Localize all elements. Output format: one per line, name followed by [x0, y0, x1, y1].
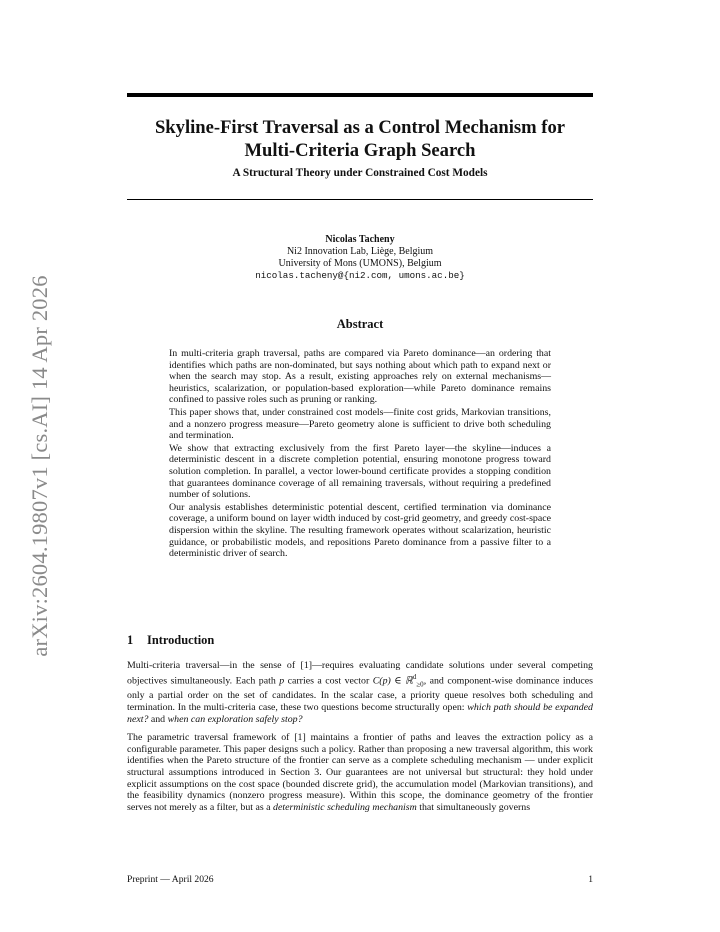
- paper-subtitle: A Structural Theory under Constrained Cost Models: [232, 167, 488, 179]
- abstract-paragraph-1: In multi-criteria graph traversal, paths are compared via Pareto dominance—an ordering that identifies which paths are non-dominated, but says nothing about which path to expand next or when the search may stop. As a result, existing approaches rely on external mechanisms—heuristics, scalarization, or population-based exploration—while Pareto dominance remains confined to passive roles such as pruning or ranking.: [169, 348, 551, 406]
- intro-paragraph-2: [127, 732, 593, 813]
- author-email: nicolas.tacheny@{ni2.com, umons.ac.be}: [255, 270, 465, 282]
- intro-p2-emphasis: deterministic scheduling mechanism: [273, 801, 417, 813]
- abstract-paragraph-2: This paper shows that, under constrained cost models—finite cost grids, Markovian transitions, and a nonzero progress measure—Pareto geometry alone is sufficient to drive both scheduling and termination.: [169, 406, 551, 442]
- intro-p1-var: p: [279, 674, 285, 686]
- intro-paragraph-1: [127, 660, 593, 725]
- title-line-2: Multi-Criteria Graph Search: [244, 139, 476, 161]
- intro-p1-question-2: when can exploration safely stop?: [167, 713, 303, 725]
- abstract-paragraph-3: We show that extracting exclusively from the first Pareto layer—the skyline—induces a deterministic descent in a discrete completion potential, ensuring monotone progress toward solution completion. In parallel, a vector lower-bound certificate provides a stopping condition that guarantees dominance coverage of all remaining traversals, without requiring a predefined number of solutions.: [169, 442, 551, 501]
- paper-title: [110, 117, 610, 162]
- section-number: 1: [127, 633, 134, 647]
- intro-p1-question-1: which path should be expanded next?: [127, 702, 593, 725]
- title-top-rule: [127, 93, 593, 97]
- intro-p1-text-d: and: [148, 713, 168, 725]
- section-heading-introduction: [127, 633, 593, 648]
- introduction-body: [127, 660, 593, 820]
- intro-p1-math-sup: d: [412, 672, 417, 681]
- abstract-paragraph-4: Our analysis establishes deterministic potential descent, certified termination via dominance coverage, a uniform bound on layer width induced by cost-grid geometry, and greedy cost-space dispersion within the skyline. The resulting framework operates without scalarization, heuristic guidance, or probabilistic models, and repositions Pareto dominance from a passive filter to a deterministic driver of search.: [169, 501, 551, 560]
- footer-preprint-date: Preprint — April 2026: [127, 874, 214, 885]
- author-affiliation-1: Ni2 Innovation Lab, Liège, Belgium: [286, 246, 434, 258]
- intro-p1-math-sub: ≥0: [416, 679, 424, 688]
- intro-p1-math: C(p) ∈ ℝ: [372, 674, 413, 686]
- arxiv-identifier-stamp: arXiv:2604.19807v1 [cs.AI] 14 Apr 2026: [27, 275, 52, 657]
- title-line-1: Skyline-First Traversal as a Control Mechanism for: [154, 117, 566, 138]
- author-block: [160, 234, 560, 282]
- abstract-body: [169, 348, 551, 561]
- intro-p1-text-c: , and component-wise dominance induces only a partial order on the set of candidates. In the scalar case, a priority queue resolves both scheduling and termination. In the multi-criteria case, these two questions become structurally open:: [127, 674, 593, 714]
- abstract-heading: Abstract: [336, 317, 384, 331]
- footer-page-number: 1: [588, 874, 593, 885]
- intro-p2-text-a: The parametric traversal framework of [1] maintains a frontier of paths and leaves the extraction policy as a configurable parameter. This paper designs such a policy. Rather than proposing a new traversal algorithm, this work identifies when the Pareto structure of the frontier can serve as a complete scheduling mechanism — under explicit structural assumptions introduced in Section 3. Our guarantees are not universal but structural: they hold under explicit assumptions on the cost space (bounded discrete grid), the accumulation model (Markovian transitions), and the feasibility dynamics (nonzero progress measure). Within this scope, the dominance geometry of the frontier serves not merely as a filter, but as a: [127, 732, 593, 813]
- section-title: Introduction: [147, 633, 215, 647]
- intro-p1-text-a: Multi-criteria traversal—in the sense of [1]—requires evaluating candidate solutions under several competing objectives simultaneously. Each path: [127, 660, 593, 686]
- title-bottom-rule: [127, 199, 593, 200]
- author-affiliation-2: University of Mons (UMONS), Belgium: [278, 258, 442, 270]
- author-name: Nicolas Tacheny: [325, 234, 395, 245]
- intro-p2-text-b: that simultaneously governs: [416, 801, 531, 813]
- intro-p1-text-b: carries a cost vector: [284, 674, 373, 686]
